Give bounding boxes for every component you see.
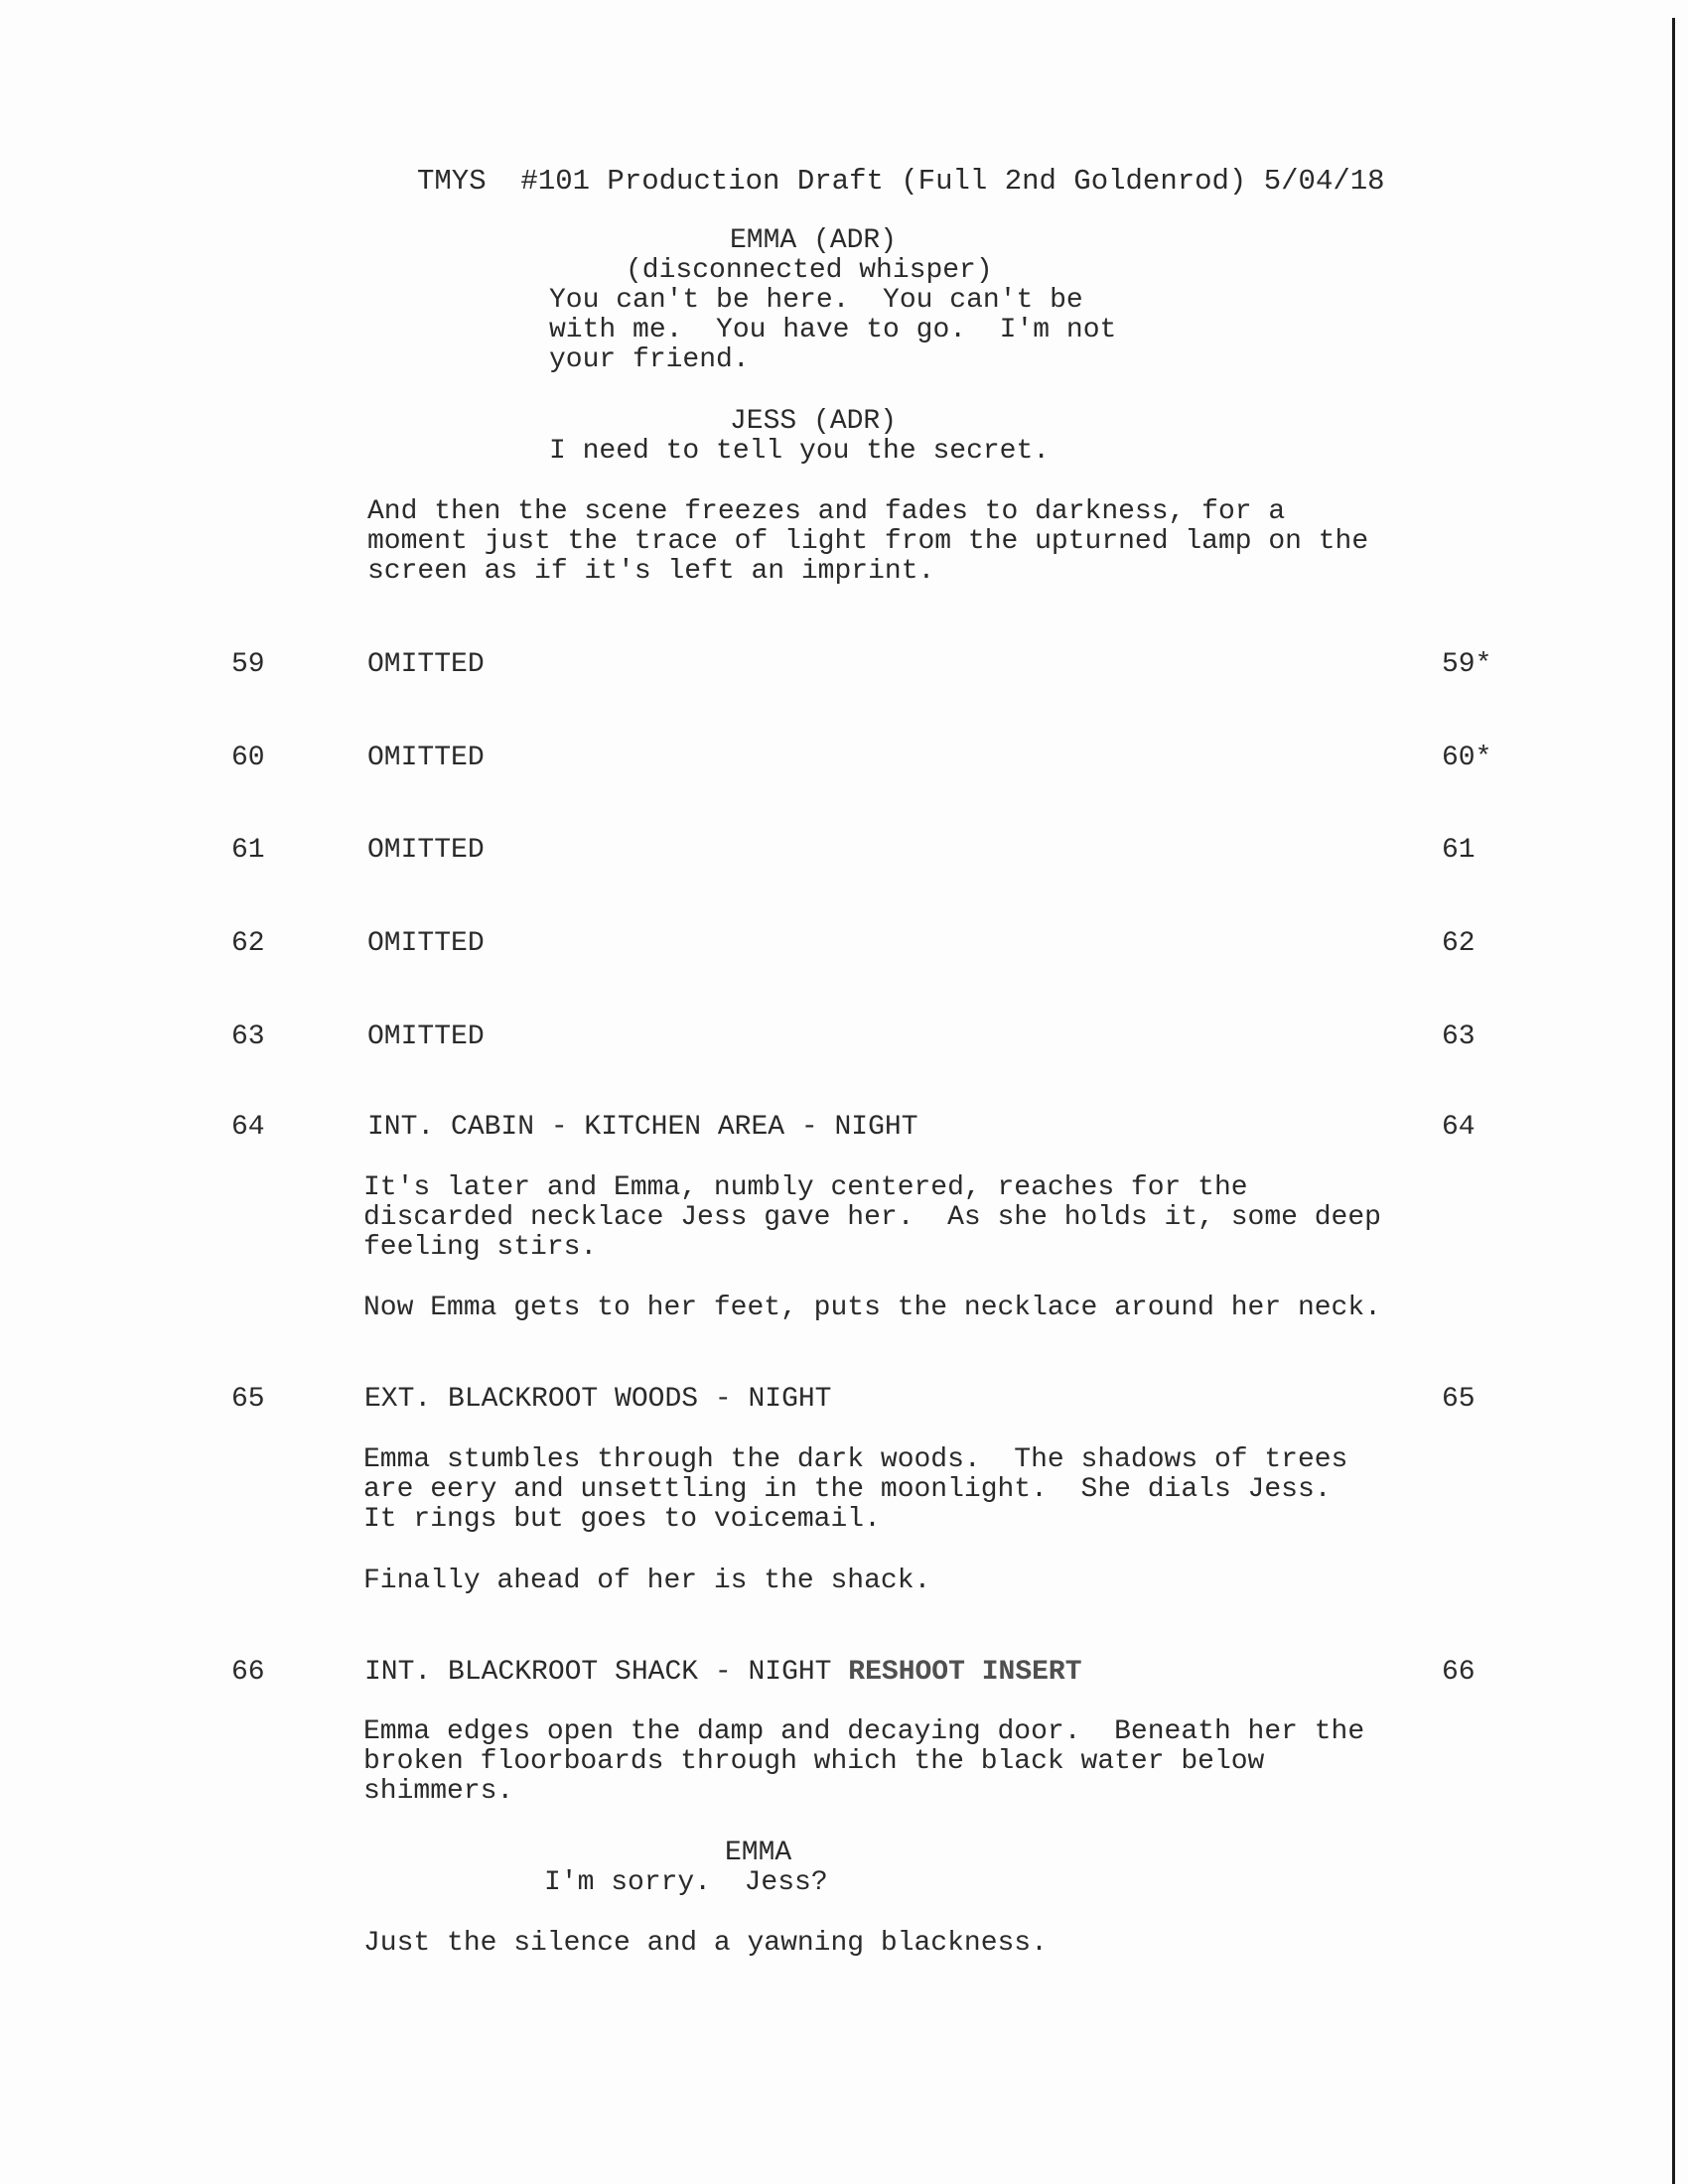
scene-number-left: 65 [231, 1384, 265, 1415]
action-line: moment just the trace of light from the upturned lamp on the [367, 526, 1369, 557]
scene-number-right: 65 [1442, 1384, 1476, 1415]
dialogue-line: I'm sorry. Jess? [544, 1867, 828, 1898]
page-header [0, 131, 1688, 232]
scene-number-left: 63 [231, 1022, 265, 1052]
scene-heading: OMITTED [367, 1022, 485, 1052]
scene-number-left: 61 [231, 835, 265, 866]
action-line: It rings but goes to voicemail. [363, 1504, 881, 1535]
scene-number-right: 61 [1442, 835, 1476, 866]
action-line: And then the scene freezes and fades to darkness, for a [367, 496, 1286, 527]
scene-number-right: 64 [1442, 1112, 1476, 1143]
scene-number-left: 62 [231, 928, 265, 959]
character-name-jess-adr: JESS (ADR) [730, 406, 898, 437]
action-line: shimmers. [363, 1776, 514, 1807]
action-line: discarded necklace Jess gave her. As she holds it, some deep [363, 1202, 1381, 1233]
scene-number-left: 60 [231, 743, 265, 773]
page-edge-line [1672, 18, 1675, 2184]
scene-number-left: 59 [231, 649, 265, 680]
scene-number-right: 62 [1442, 928, 1476, 959]
action-line: Now Emma gets to her feet, puts the necklace around her neck. [363, 1293, 1381, 1323]
dialogue-line: with me. You have to go. I'm not [549, 315, 1117, 345]
scene-heading: OMITTED [367, 835, 485, 866]
action-line: Finally ahead of her is the shack. [363, 1566, 931, 1596]
scene-number-right: 63 [1442, 1022, 1476, 1052]
scene-number-right: 59* [1442, 649, 1492, 680]
character-name-emma-adr: EMMA (ADR) [730, 225, 898, 256]
scene-heading: OMITTED [367, 743, 485, 773]
scene-heading: OMITTED [367, 649, 485, 680]
scene-heading [364, 1658, 1082, 1688]
action-line: screen as if it's left an imprint. [367, 556, 935, 587]
action-line: Just the silence and a yawning blackness. [363, 1928, 1048, 1959]
parenthetical: (disconnected whisper) [626, 255, 993, 286]
action-line: It's later and Emma, numbly centered, reaches for the [363, 1172, 1248, 1203]
scene-number-right: 60* [1442, 743, 1492, 773]
scene-heading-text: INT. BLACKROOT SHACK - NIGHT [364, 1657, 832, 1688]
action-line: feeling stirs. [363, 1232, 598, 1263]
scene-number-left: 64 [231, 1112, 265, 1143]
scene-number-right: 66 [1442, 1657, 1476, 1688]
dialogue-line: You can't be here. You can't be [549, 285, 1083, 316]
action-line: broken floorboards through which the black water below [363, 1746, 1265, 1777]
reshoot-insert-note: RESHOOT INSERT [848, 1657, 1082, 1688]
action-line: are eery and unsettling in the moonlight. She dials Jess. [363, 1474, 1332, 1505]
scene-heading: EXT. BLACKROOT WOODS - NIGHT [364, 1384, 832, 1415]
scene-heading: INT. CABIN - KITCHEN AREA - NIGHT [367, 1112, 918, 1143]
action-line: Emma stumbles through the dark woods. The shadows of trees [363, 1444, 1348, 1475]
scene-heading: OMITTED [367, 928, 485, 959]
character-name-emma: EMMA [725, 1838, 792, 1868]
dialogue-line: your friend. [549, 344, 750, 375]
dialogue-line: I need to tell you the secret. [549, 436, 1051, 467]
scene-number-left: 66 [231, 1657, 265, 1688]
action-line: Emma edges open the damp and decaying door. Beneath her the [363, 1716, 1365, 1747]
header-title: TMYS #101 Production Draft (Full 2nd Goldenrod) 5/04/18 [417, 165, 1385, 198]
